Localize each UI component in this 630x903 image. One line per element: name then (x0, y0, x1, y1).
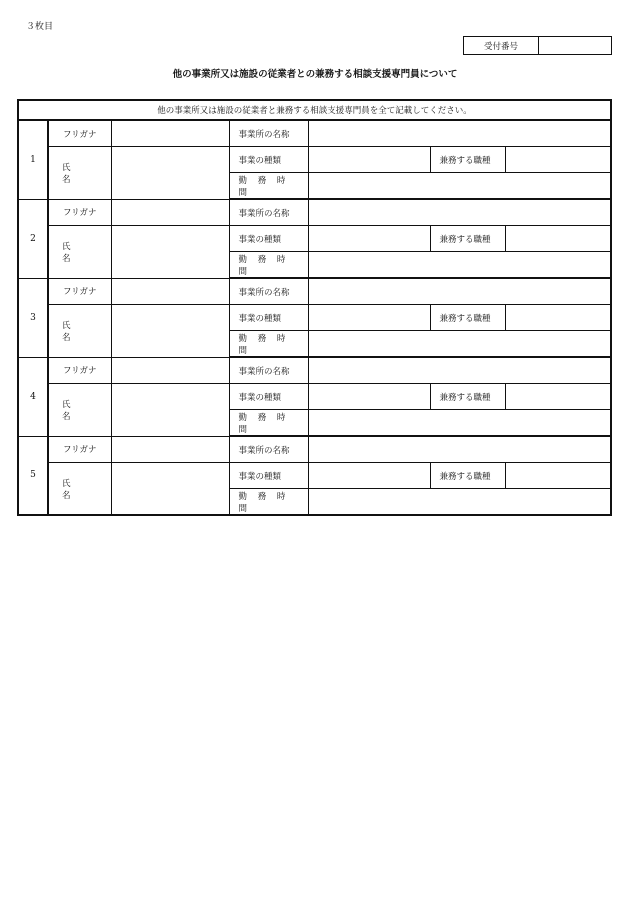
office-name-field[interactable] (308, 120, 611, 147)
work-hours-field[interactable] (308, 331, 611, 358)
business-type-label: 事業の種類 (229, 305, 308, 331)
office-name-field[interactable] (308, 278, 611, 305)
work-hours-label: 勤 務 時 間 (229, 252, 308, 279)
concurrent-position-field[interactable] (505, 305, 611, 331)
business-type-field[interactable] (308, 384, 430, 410)
work-hours-label: 勤 務 時 間 (229, 173, 308, 200)
name-label: 氏 名 (48, 463, 111, 516)
name-label: 氏 名 (48, 384, 111, 437)
receipt-number-box (463, 36, 612, 55)
entry-number: 1 (18, 120, 48, 199)
name-label: 氏 名 (48, 226, 111, 279)
name-field[interactable] (111, 463, 229, 516)
concurrent-position-label: 兼務する職種 (430, 463, 505, 489)
business-type-label: 事業の種類 (229, 147, 308, 173)
business-type-field[interactable] (308, 147, 430, 173)
business-type-label: 事業の種類 (229, 463, 308, 489)
staff-entry (18, 357, 611, 384)
business-type-field[interactable] (308, 305, 430, 331)
name-field[interactable] (111, 226, 229, 279)
furigana-field[interactable] (111, 357, 229, 384)
furigana-field[interactable] (111, 436, 229, 463)
concurrent-position-field[interactable] (505, 147, 611, 173)
work-hours-field[interactable] (308, 410, 611, 437)
concurrent-position-label: 兼務する職種 (430, 147, 505, 173)
staff-entry (18, 436, 611, 463)
office-name-field[interactable] (308, 357, 611, 384)
name-field[interactable] (111, 305, 229, 358)
work-hours-field[interactable] (308, 489, 611, 516)
office-name-field[interactable] (308, 199, 611, 226)
staff-entry-sub (18, 305, 611, 331)
office-name-field[interactable] (308, 436, 611, 463)
page-title: 他の事業所又は施設の従業者との兼務する相談支援専門員について (172, 69, 458, 80)
staff-entry (18, 120, 611, 147)
furigana-field[interactable] (111, 199, 229, 226)
staff-entry (18, 278, 611, 305)
page-number: ３枚目 (26, 22, 54, 32)
office-name-label: 事業所の名称 (229, 120, 308, 147)
table-header-instruction: 他の事業所又は施設の従業者と兼務する相談支援専門員を全て記載してください。 (18, 100, 611, 120)
office-name-label: 事業所の名称 (229, 199, 308, 226)
business-type-field[interactable] (308, 463, 430, 489)
entry-number: 3 (18, 278, 48, 357)
staff-entry (18, 199, 611, 226)
concurrent-position-field[interactable] (505, 384, 611, 410)
furigana-label: フリガナ (48, 278, 111, 305)
name-label: 氏 名 (48, 305, 111, 358)
business-type-field[interactable] (308, 226, 430, 252)
receipt-number-field[interactable] (539, 37, 611, 54)
office-name-label: 事業所の名称 (229, 278, 308, 305)
furigana-label: フリガナ (48, 357, 111, 384)
business-type-label: 事業の種類 (229, 226, 308, 252)
name-label: 氏 名 (48, 147, 111, 200)
staff-entry-sub (18, 147, 611, 173)
work-hours-label: 勤 務 時 間 (229, 489, 308, 516)
business-type-label: 事業の種類 (229, 384, 308, 410)
furigana-label: フリガナ (48, 199, 111, 226)
work-hours-field[interactable] (308, 252, 611, 279)
entry-number: 2 (18, 199, 48, 278)
office-name-label: 事業所の名称 (229, 357, 308, 384)
name-field[interactable] (111, 147, 229, 200)
concurrent-staff-table (17, 99, 612, 516)
office-name-label: 事業所の名称 (229, 436, 308, 463)
name-field[interactable] (111, 384, 229, 437)
entry-number: 5 (18, 436, 48, 515)
furigana-label: フリガナ (48, 436, 111, 463)
concurrent-position-label: 兼務する職種 (430, 305, 505, 331)
staff-entry-sub (18, 384, 611, 410)
staff-entry-sub (18, 226, 611, 252)
furigana-field[interactable] (111, 120, 229, 147)
work-hours-label: 勤 務 時 間 (229, 331, 308, 358)
entry-number: 4 (18, 357, 48, 436)
work-hours-field[interactable] (308, 173, 611, 200)
furigana-label: フリガナ (48, 120, 111, 147)
concurrent-position-field[interactable] (505, 226, 611, 252)
furigana-field[interactable] (111, 278, 229, 305)
concurrent-position-field[interactable] (505, 463, 611, 489)
work-hours-label: 勤 務 時 間 (229, 410, 308, 437)
concurrent-position-label: 兼務する職種 (430, 384, 505, 410)
staff-entry-sub (18, 463, 611, 489)
receipt-number-label: 受付番号 (464, 37, 539, 54)
concurrent-position-label: 兼務する職種 (430, 226, 505, 252)
